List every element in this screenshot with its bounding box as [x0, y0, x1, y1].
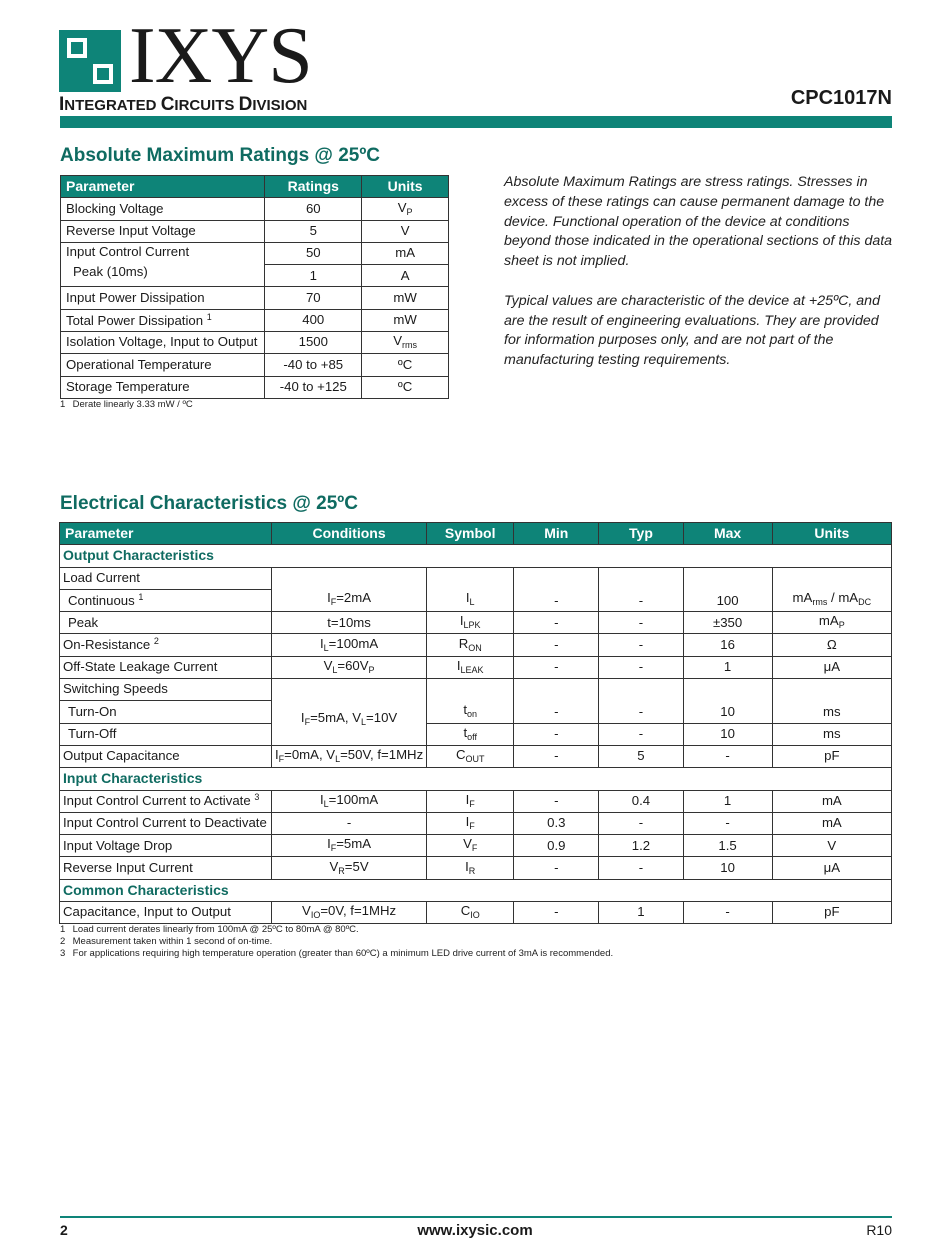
cell-sym: $t_{off}$ [427, 723, 514, 745]
table-row [60, 567, 892, 589]
cell-rating: 1500 [265, 332, 362, 354]
ixys-logo [59, 12, 329, 118]
amr-col-parameter: Parameter [61, 176, 265, 198]
cell-sym: $C_{OUT}$ [427, 745, 514, 767]
cell-typ: - [599, 634, 683, 656]
cell-sym: $V_F$ [427, 835, 514, 857]
ec-col-parameter: Parameter [60, 523, 272, 545]
cell-unit: $mA_P$ [772, 612, 891, 634]
cell-param: Isolation Voltage, Input to Output [61, 332, 265, 354]
table-row [61, 332, 449, 354]
cell-unit: V [362, 220, 449, 242]
cell-min: - [514, 857, 599, 879]
cell-cond: $I_F=0mA$, $V_L=50V$, f=1MHz [271, 745, 426, 767]
cell-unit: mA [772, 812, 891, 834]
cell-min: - [514, 679, 599, 724]
cell-cond: $V_R=5V$ [271, 857, 426, 879]
cell-min: - [514, 902, 599, 924]
cell-param: Turn-On [60, 701, 272, 723]
cell-param: Capacitance, Input to Output [60, 902, 272, 924]
cell-param: Output Capacitance [60, 745, 272, 767]
part-number: CPC1017N [790, 87, 892, 109]
cell-min: - [514, 612, 599, 634]
cell-cond: - [271, 812, 426, 834]
group-row [60, 545, 892, 567]
table-row [60, 812, 892, 834]
cell-max: 10 [683, 679, 772, 724]
ec-footnotes [60, 924, 613, 960]
cell-min: - [514, 790, 599, 812]
cell-max: 10 [683, 857, 772, 879]
cell-param: Input Power Dissipation [61, 287, 265, 309]
cell-max: - [683, 902, 772, 924]
logo-wordmark: IXYS [129, 12, 312, 100]
cell-unit: ms [772, 679, 891, 724]
ratings-disclaimer [504, 173, 896, 371]
cell-unit: A [362, 265, 449, 287]
cell-param: On-Resistance $^2$ [60, 634, 272, 656]
group-row [60, 879, 892, 901]
cell-unit: mA [362, 242, 449, 264]
cell-sym: $I_F$ [427, 812, 514, 834]
footnote: 2 Measurement taken within 1 second of on-time. [60, 936, 273, 947]
cell-cond: $I_L=100mA$ [271, 634, 426, 656]
cell-unit: mW [362, 287, 449, 309]
amr-header-row [61, 176, 449, 198]
table-row [60, 857, 892, 879]
header-accent-bar [60, 116, 892, 128]
disclaimer-paragraph: Typical values are characteristic of the device at +25ºC, and are the result of engineering evaluations. They are provided for information purposes only, and are not part of the manufacturing testing requirements. [504, 292, 880, 369]
table-row [60, 745, 892, 767]
cell-typ: 5 [599, 745, 683, 767]
cell-rating: 1 [265, 265, 362, 287]
cell-min: - [514, 567, 599, 612]
footnote: 3 For applications requiring high temperature operation (greater than 60ºC) a minimum LED drive current of 3mA is recommended. [60, 948, 614, 959]
cell-unit: mA [772, 790, 891, 812]
cell-rating: 400 [265, 309, 362, 331]
amr-col-ratings: Ratings [265, 176, 362, 198]
amr-footnote: 1 Derate linearly 3.33 mW / ºC [60, 399, 193, 410]
cell-max: 1 [683, 790, 772, 812]
cell-rating: -40 to +85 [265, 354, 362, 376]
table-row [60, 634, 892, 656]
ec-col-conditions: Conditions [271, 523, 426, 545]
cell-param: Reverse Input Voltage [61, 220, 265, 242]
cell-cond: t=10ms [271, 612, 426, 634]
cell-min: - [514, 634, 599, 656]
cell-max: 1 [683, 656, 772, 678]
cell-rating: 5 [265, 220, 362, 242]
cell-rating: 60 [265, 198, 362, 220]
cell-typ: - [599, 812, 683, 834]
table-row [61, 242, 449, 264]
cell-unit: mW [362, 309, 449, 331]
ec-col-min: Min [514, 523, 599, 545]
cell-max: - [683, 812, 772, 834]
disclaimer-paragraph: Absolute Maximum Ratings are stress ratings. Stresses in excess of these ratings can cause permanent damage to the device. Functional operation of the device at conditions beyond those indicated in the operational sections of this data sheet is not implied. [504, 174, 893, 270]
cell-unit: $mA_{rms} / mA_{DC}$ [772, 567, 891, 612]
cell-param: Total Power Dissipation $^1$ [61, 309, 265, 331]
group-common-characteristics: Common Characteristics [60, 879, 892, 901]
group-row [60, 768, 892, 790]
website-link[interactable]: www.ixysic.com [417, 1222, 533, 1239]
cell-param: Load Current [60, 567, 272, 589]
group-output-characteristics: Output Characteristics [60, 545, 892, 567]
cell-min: - [514, 745, 599, 767]
table-row [60, 679, 892, 701]
cell-max: - [683, 745, 772, 767]
cell-rating: 50 [265, 242, 362, 264]
cell-sym: $t_{on}$ [427, 679, 514, 724]
revision: R10 [866, 1222, 892, 1238]
cell-typ: - [599, 612, 683, 634]
cell-unit: Ω [772, 634, 891, 656]
amr-col-units: Units [362, 176, 449, 198]
ec-title: Electrical Characteristics @ 25ºC [60, 493, 358, 514]
cell-param: Reverse Input Current [60, 857, 272, 879]
cell-max: 10 [683, 723, 772, 745]
cell-typ: - [599, 723, 683, 745]
cell-unit: pF [772, 902, 891, 924]
ec-col-max: Max [683, 523, 772, 545]
cell-typ: - [599, 567, 683, 612]
cell-rating: 70 [265, 287, 362, 309]
table-row [61, 287, 449, 309]
cell-sym: $I_L$ [427, 567, 514, 612]
cell-param: Input Control Current to Deactivate [60, 812, 272, 834]
cell-max: ±350 [683, 612, 772, 634]
cell-max: 16 [683, 634, 772, 656]
table-row [61, 376, 449, 398]
cell-unit: ms [772, 723, 891, 745]
cell-unit: pF [772, 745, 891, 767]
cell-param: Input Control Current to Activate $^3$ [60, 790, 272, 812]
cell-typ: 1.2 [599, 835, 683, 857]
ec-col-units: Units [772, 523, 891, 545]
cell-param: Storage Temperature [61, 376, 265, 398]
ec-col-typ: Typ [599, 523, 683, 545]
ec-col-symbol: Symbol [427, 523, 514, 545]
cell-param: Blocking Voltage [61, 198, 265, 220]
cell-typ: 0.4 [599, 790, 683, 812]
ec-table [59, 522, 892, 924]
page-number: 2 [60, 1222, 68, 1238]
cell-typ: 1 [599, 902, 683, 924]
cell-param: Peak [60, 612, 272, 634]
cell-max: 100 [683, 567, 772, 612]
table-row [60, 656, 892, 678]
cell-param: Input Control Current Peak (10ms) [61, 242, 265, 287]
cell-sym: $I_{LPK}$ [427, 612, 514, 634]
table-row [60, 902, 892, 924]
cell-unit: V [772, 835, 891, 857]
cell-cond: $I_F=2mA$ [271, 567, 426, 612]
table-row [60, 723, 892, 745]
cell-typ: - [599, 857, 683, 879]
cell-sym: $I_R$ [427, 857, 514, 879]
cell-unit: μA [772, 656, 891, 678]
cell-param: Off-State Leakage Current [60, 656, 272, 678]
cell-cond: $I_F=5mA$, $V_L=10V$ [271, 679, 426, 746]
cell-rating: -40 to +125 [265, 376, 362, 398]
table-row [61, 354, 449, 376]
cell-param: Continuous $^1$ [60, 589, 272, 611]
amr-table [60, 175, 449, 399]
cell-unit: ºC [362, 354, 449, 376]
cell-min: 0.3 [514, 812, 599, 834]
cell-min: - [514, 656, 599, 678]
cell-cond: $V_{IO}=0V$, f=1MHz [271, 902, 426, 924]
ixys-logo-mark-icon [59, 30, 121, 92]
table-row [61, 220, 449, 242]
ec-header-row [60, 523, 892, 545]
cell-cond: $I_L=100mA$ [271, 790, 426, 812]
cell-param: Switching Speeds [60, 679, 272, 701]
cell-typ: - [599, 679, 683, 724]
logo-subtitle: INTEGRATED CIRCUITS DIVISION [59, 94, 308, 115]
cell-unit: $V_P$ [362, 198, 449, 220]
table-row [60, 612, 892, 634]
cell-unit: ºC [362, 376, 449, 398]
cell-param: Operational Temperature [61, 354, 265, 376]
cell-param: Input Voltage Drop [60, 835, 272, 857]
cell-unit: $V_{rms}$ [362, 332, 449, 354]
cell-unit: μA [772, 857, 891, 879]
table-row [60, 790, 892, 812]
table-row [60, 835, 892, 857]
cell-param: Turn-Off [60, 723, 272, 745]
group-input-characteristics: Input Characteristics [60, 768, 892, 790]
footnote: 1 Load current derates linearly from 100mA @ 25ºC to 80mA @ 80ºC. [60, 924, 359, 935]
table-row [61, 198, 449, 220]
cell-sym: $C_{IO}$ [427, 902, 514, 924]
footer-rule [60, 1216, 892, 1218]
cell-cond: $I_F=5mA$ [271, 835, 426, 857]
cell-sym: $I_F$ [427, 790, 514, 812]
amr-title: Absolute Maximum Ratings @ 25ºC [60, 145, 381, 166]
cell-sym: $R_{ON}$ [427, 634, 514, 656]
cell-sym: $I_{LEAK}$ [427, 656, 514, 678]
cell-min: - [514, 723, 599, 745]
cell-max: 1.5 [683, 835, 772, 857]
cell-min: 0.9 [514, 835, 599, 857]
cell-typ: - [599, 656, 683, 678]
table-row [61, 309, 449, 331]
cell-cond: $V_L=60V_P$ [271, 656, 426, 678]
